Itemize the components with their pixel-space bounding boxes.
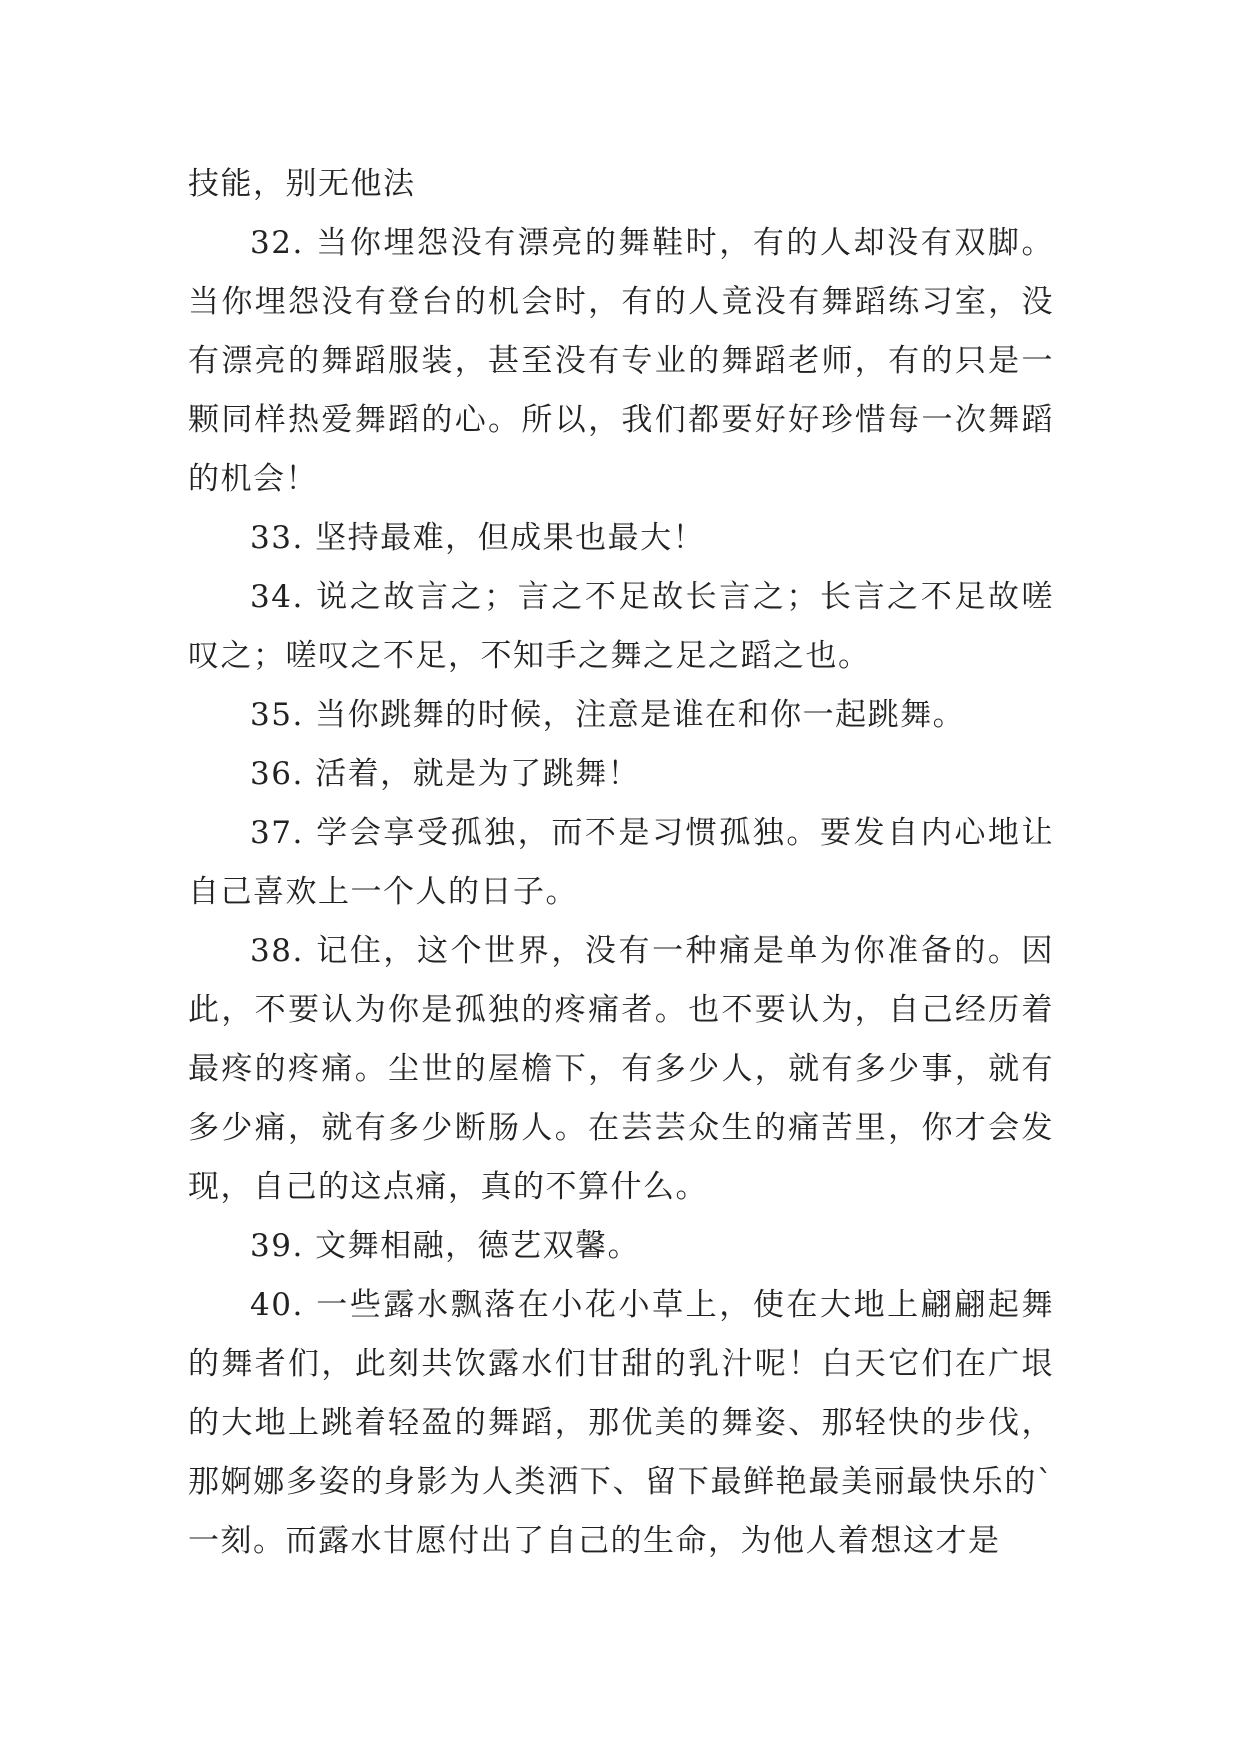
paragraph: 38. 记住，这个世界，没有一种痛是单为你准备的。因此，不要认为你是孤独的疼痛者。也不要认为，自己经历着最疼的疼痛。尘世的屋檐下，有多少人，就有多少事，就有多少痛，就有多少断肠人。在芸芸众生的痛苦里，你才会发现，自己的这点痛，真的不算什么。	[188, 933, 1054, 1205]
paragraph: 34. 说之故言之；言之不足故长言之；长言之不足故嗟叹之；嗟叹之不足，不知手之舞之足之蹈之也。	[188, 579, 1054, 674]
paragraph: 37. 学会享受孤独，而不是习惯孤独。要发自内心地让自己喜欢上一个人的日子。	[188, 815, 1054, 910]
paragraph: 33. 坚持最难，但成果也最大！	[250, 520, 706, 556]
paragraph: 35. 当你跳舞的时候，注意是谁在和你一起跳舞。	[250, 697, 966, 733]
paragraph: 32. 当你埋怨没有漂亮的舞鞋时，有的人却没有双脚。当你埋怨没有登台的机会时，有的人竟没有舞蹈练习室，没有漂亮的舞蹈服装，甚至没有专业的舞蹈老师，有的只是一颗同样热爱舞蹈的心。所以，我们都要好好珍惜每一次舞蹈的机会！	[188, 225, 1054, 497]
document-page	[188, 155, 1054, 1571]
paragraph: 技能，别无他法	[188, 166, 416, 202]
paragraph: 39. 文舞相融，德艺双馨。	[250, 1228, 641, 1264]
paragraph: 40. 一些露水飘落在小花小草上，使在大地上翩翩起舞的舞者们，此刻共饮露水们甘甜的乳汁呢！白天它们在广垠的大地上跳着轻盈的舞蹈，那优美的舞姿、那轻快的步伐，那婀娜多姿的身影为人类洒下、留下最鲜艳最美丽最快乐的`一刻。而露水甘愿付出了自己的生命，为他人着想这才是	[188, 1287, 1054, 1559]
paragraph: 36. 活着，就是为了跳舞！	[250, 756, 641, 792]
